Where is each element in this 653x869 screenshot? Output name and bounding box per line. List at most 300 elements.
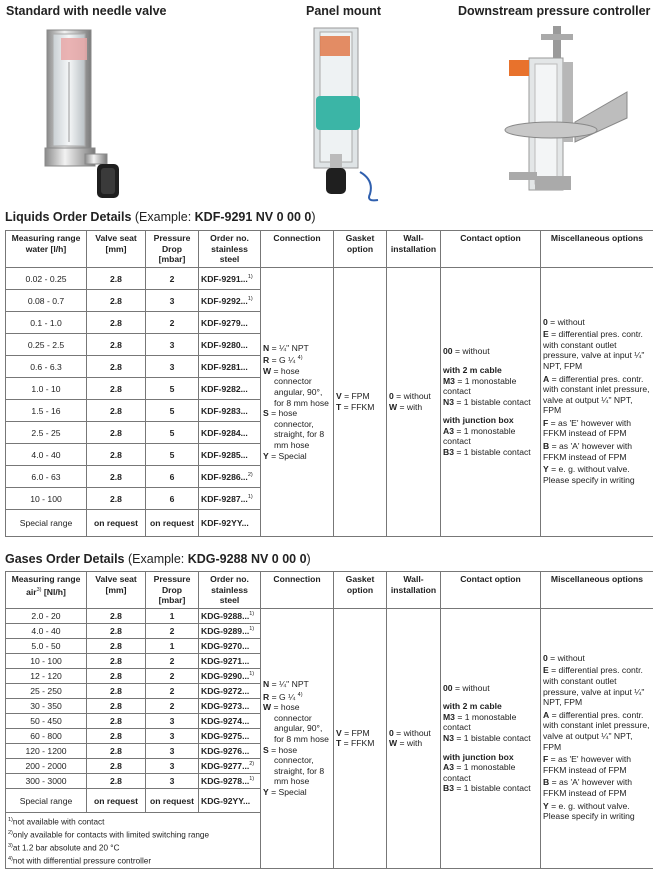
connection-options-cell bbox=[261, 268, 334, 537]
contact-none bbox=[443, 346, 538, 357]
misc-a-text: = differential pres. contr. with constant inlet pressure, valve at output ¼" NPT, FPM bbox=[543, 373, 650, 416]
gases-header-row bbox=[6, 572, 653, 609]
order-number: KDG-92YY... bbox=[201, 795, 251, 806]
pressure-cell: 1 bbox=[146, 609, 199, 624]
pressure-cell: on request bbox=[146, 510, 199, 537]
gases-section-title bbox=[5, 552, 311, 566]
order-cell bbox=[199, 744, 261, 759]
wall-w bbox=[389, 738, 438, 749]
valve-cell: 2.8 bbox=[87, 639, 146, 654]
order-cell bbox=[199, 654, 261, 669]
misc-f-key: F bbox=[543, 417, 549, 428]
conn-n-key: N bbox=[263, 342, 270, 353]
valve-cell: 2.8 bbox=[87, 312, 146, 334]
order-footnote: 1) bbox=[247, 273, 253, 280]
footnote bbox=[8, 815, 258, 828]
valve-cell: 2.8 bbox=[87, 334, 146, 356]
range-cell: 300 - 3000 bbox=[6, 774, 87, 789]
flowmeter-needle-valve-image bbox=[25, 22, 135, 202]
conn-n-text: = ¼" NPT bbox=[269, 342, 309, 353]
range-cell: 0.25 - 2.5 bbox=[6, 334, 87, 356]
misc-a-key: A bbox=[543, 709, 550, 720]
footnote bbox=[8, 841, 258, 854]
wall-0-key: 0 bbox=[389, 727, 394, 738]
order-number: KDG-9275... bbox=[201, 731, 250, 741]
contact-n3-text: = 1 bistable contact bbox=[454, 396, 531, 407]
header-range-footnote: 3) bbox=[36, 586, 42, 593]
contact-a3-key: A3 bbox=[443, 425, 454, 436]
range-cell: 0.08 - 0.7 bbox=[6, 290, 87, 312]
valve-cell: 2.8 bbox=[87, 729, 146, 744]
range-cell: 10 - 100 bbox=[6, 488, 87, 510]
order-cell bbox=[199, 356, 261, 378]
product-title-pressure-controller: Downstream pressure controller bbox=[458, 4, 651, 18]
contact-cable-heading: with 2 m cable bbox=[443, 701, 502, 712]
misc-y-text: = e. g. without valve. Please specify in writing bbox=[543, 800, 635, 822]
contact-none-key: 00 bbox=[443, 346, 453, 357]
order-footnote: 2) bbox=[247, 471, 253, 478]
header-misc: Miscellaneous options bbox=[541, 572, 653, 609]
footnote bbox=[8, 828, 258, 841]
gasket-t bbox=[336, 402, 384, 413]
order-number: KDG-9273... bbox=[201, 701, 250, 711]
contact-options-cell bbox=[441, 609, 541, 869]
header-range-text: Measuring range air bbox=[11, 574, 81, 597]
range-cell: 5.0 - 50 bbox=[6, 639, 87, 654]
gases-title-text: Gases Order Details bbox=[5, 552, 125, 566]
range-cell: Special range bbox=[6, 510, 87, 537]
pressure-cell: 5 bbox=[146, 444, 199, 466]
conn-n-text: = ¼" NPT bbox=[269, 679, 309, 690]
misc-b-key: B bbox=[543, 441, 550, 452]
header-connection: Connection bbox=[261, 231, 334, 268]
footnote-text: only available for contacts with limited switching range bbox=[12, 830, 210, 840]
gasket-v-key: V bbox=[336, 391, 342, 402]
header-pressure-drop: Pressure Drop [mbar] bbox=[146, 231, 199, 268]
wall-0-text: = without bbox=[393, 391, 431, 402]
conn-s bbox=[263, 408, 331, 419]
conn-s-text: = hose bbox=[268, 744, 298, 755]
wall-0 bbox=[389, 391, 438, 402]
order-footnote: 1) bbox=[249, 626, 255, 633]
liquids-title-text: Liquids Order Details bbox=[5, 210, 132, 224]
contact-m3-key: M3 bbox=[443, 375, 455, 386]
conn-s-detail: connector, straight, for 8 mm hose bbox=[274, 755, 325, 787]
order-cell bbox=[199, 312, 261, 334]
misc-e bbox=[543, 329, 651, 371]
contact-m3-text: = 1 monostable contact bbox=[443, 375, 517, 397]
misc-b bbox=[543, 441, 651, 462]
pressure-cell: 3 bbox=[146, 729, 199, 744]
misc-e-key: E bbox=[543, 329, 549, 340]
gasket-v-key: V bbox=[336, 727, 342, 738]
gasket-t bbox=[336, 738, 384, 749]
gasket-t-key: T bbox=[336, 738, 342, 749]
conn-r-footnote: 4) bbox=[297, 691, 303, 698]
order-cell bbox=[199, 774, 261, 789]
header-measuring-range: Measuring range water [l/h] bbox=[6, 231, 87, 268]
wall-w-text: = with bbox=[397, 402, 423, 412]
contact-a3-text: = 1 monostable contact bbox=[443, 762, 516, 783]
valve-cell: 2.8 bbox=[87, 422, 146, 444]
range-cell: 25 - 250 bbox=[6, 684, 87, 699]
gasket-options-cell bbox=[334, 609, 387, 869]
liquids-section-title bbox=[5, 210, 316, 224]
range-cell: 6.0 - 63 bbox=[6, 466, 87, 488]
range-cell: 4.0 - 40 bbox=[6, 444, 87, 466]
misc-y bbox=[543, 801, 651, 822]
misc-f-text: = as 'E' however with FFKM instead of FPM bbox=[543, 417, 632, 439]
order-cell bbox=[199, 669, 261, 684]
pressure-cell: 3 bbox=[146, 290, 199, 312]
header-misc: Miscellaneous options bbox=[541, 231, 653, 268]
order-cell bbox=[199, 466, 261, 488]
contact-b3-key: B3 bbox=[443, 783, 454, 794]
valve-cell: 2.8 bbox=[87, 759, 146, 774]
conn-s-key: S bbox=[263, 744, 269, 755]
misc-a bbox=[543, 374, 651, 416]
valve-cell: 2.8 bbox=[87, 378, 146, 400]
misc-e-key: E bbox=[543, 665, 549, 676]
order-number: KDF-9279... bbox=[201, 317, 248, 328]
contact-none-key: 00 bbox=[443, 682, 453, 693]
contact-m3-key: M3 bbox=[443, 711, 455, 722]
contact-m3-text: = 1 monostable contact bbox=[443, 711, 517, 733]
order-cell bbox=[199, 268, 261, 290]
contact-a3-text: = 1 monostable contact bbox=[443, 425, 516, 447]
range-cell: 10 - 100 bbox=[6, 654, 87, 669]
header-connection: Connection bbox=[261, 572, 334, 609]
contact-b3 bbox=[443, 447, 538, 458]
contact-none-text: = without bbox=[452, 682, 490, 693]
order-number: KDF-9287... bbox=[201, 493, 248, 504]
conn-r-key: R bbox=[263, 355, 270, 366]
conn-n-key: N bbox=[263, 679, 270, 690]
gasket-t-key: T bbox=[336, 402, 342, 412]
footnote-text: not available with contact bbox=[12, 817, 105, 827]
wall-options-cell bbox=[387, 609, 441, 869]
range-cell: 1.5 - 16 bbox=[6, 400, 87, 422]
order-number: KDG-9271... bbox=[201, 656, 250, 666]
order-number: KDF-9281... bbox=[201, 361, 248, 372]
misc-a-text: = differential pres. contr. with constant inlet pressure, valve at output ¼" NPT, FPM bbox=[543, 709, 650, 752]
contact-cable-heading: with 2 m cable bbox=[443, 364, 502, 375]
contact-n3-key: N3 bbox=[443, 396, 454, 407]
conn-s-text: = hose bbox=[268, 408, 298, 419]
valve-cell: 2.8 bbox=[87, 466, 146, 488]
contact-a3-key: A3 bbox=[443, 762, 454, 773]
order-number: KDG-9289... bbox=[201, 626, 250, 636]
order-cell bbox=[199, 378, 261, 400]
valve-cell: 2.8 bbox=[87, 488, 146, 510]
misc-y-key: Y bbox=[543, 800, 549, 811]
misc-b-text: = as 'A' however with FFKM instead of FPM bbox=[543, 441, 633, 462]
valve-cell: 2.8 bbox=[87, 669, 146, 684]
valve-cell: 2.8 bbox=[87, 744, 146, 759]
gasket-options-cell bbox=[334, 268, 387, 537]
footnote-number: 2) bbox=[8, 830, 13, 837]
contact-b3-text: = 1 bistable contact bbox=[454, 783, 531, 794]
order-number: KDF-92YY... bbox=[201, 518, 249, 528]
order-cell bbox=[199, 789, 261, 813]
footnote-number: 1) bbox=[8, 817, 13, 823]
contact-b3-key: B3 bbox=[443, 447, 454, 458]
pressure-cell: 6 bbox=[146, 488, 199, 510]
pressure-cell: 5 bbox=[146, 378, 199, 400]
misc-y-text: = e. g. without valve. Please specify in writing bbox=[543, 464, 635, 485]
valve-cell: on request bbox=[87, 510, 146, 537]
conn-w-key: W bbox=[263, 365, 272, 376]
product-title-panel-mount: Panel mount bbox=[306, 4, 382, 18]
valve-cell: on request bbox=[87, 789, 146, 813]
range-cell: 4.0 - 40 bbox=[6, 624, 87, 639]
contact-box-heading: with junction box bbox=[443, 751, 514, 762]
valve-cell: 2.8 bbox=[87, 699, 146, 714]
order-cell bbox=[199, 400, 261, 422]
contact-n3-text: = 1 bistable contact bbox=[454, 732, 531, 743]
order-number: KDG-9288... bbox=[201, 611, 250, 621]
contact-m3 bbox=[443, 712, 538, 733]
pressure-controller-image bbox=[495, 22, 635, 202]
misc-a-key: A bbox=[543, 373, 550, 384]
header-range-unit: [Nl/h] bbox=[43, 586, 66, 597]
order-number: KDF-9292... bbox=[201, 295, 248, 306]
footnote-text: at 1.2 bar absolute and 20 °C bbox=[12, 844, 120, 854]
misc-0 bbox=[543, 317, 651, 328]
wall-w-text: = with bbox=[397, 738, 423, 749]
misc-f-key: F bbox=[543, 754, 549, 765]
conn-n bbox=[263, 679, 331, 690]
order-footnote: 1) bbox=[247, 295, 253, 302]
valve-cell: 2.8 bbox=[87, 609, 146, 624]
misc-b-text: = as 'A' however with FFKM instead of FPM bbox=[543, 777, 633, 798]
order-cell bbox=[199, 510, 261, 537]
pressure-cell: 3 bbox=[146, 744, 199, 759]
conn-r-text: = G ¼ bbox=[269, 355, 298, 366]
pressure-cell: 3 bbox=[146, 714, 199, 729]
order-number: KDG-9270... bbox=[201, 641, 250, 651]
range-cell: 1.0 - 10 bbox=[6, 378, 87, 400]
wall-0 bbox=[389, 728, 438, 739]
pressure-cell: 2 bbox=[146, 624, 199, 639]
conn-w bbox=[263, 702, 331, 713]
range-cell: 200 - 2000 bbox=[6, 759, 87, 774]
order-number: KDF-9282... bbox=[201, 383, 248, 394]
order-cell bbox=[199, 488, 261, 510]
order-footnote: 1) bbox=[247, 493, 253, 500]
pressure-cell: 2 bbox=[146, 268, 199, 290]
valve-cell: 2.8 bbox=[87, 654, 146, 669]
footnote-text: not with differential pressure controller bbox=[12, 857, 152, 867]
pressure-cell: 3 bbox=[146, 356, 199, 378]
conn-y-key: Y bbox=[263, 450, 269, 461]
pressure-cell: 2 bbox=[146, 669, 199, 684]
misc-f bbox=[543, 418, 651, 439]
range-cell: 2.0 - 20 bbox=[6, 609, 87, 624]
pressure-cell: 1 bbox=[146, 639, 199, 654]
contact-b3-text: = 1 bistable contact bbox=[454, 447, 531, 458]
conn-s-key: S bbox=[263, 408, 269, 419]
valve-cell: 2.8 bbox=[87, 714, 146, 729]
footnotes-cell bbox=[6, 813, 261, 869]
conn-w-detail: connector angular, 90°, for 8 mm hose bbox=[274, 712, 329, 744]
conn-y-text: = Special bbox=[268, 786, 307, 797]
order-footnote: 1) bbox=[249, 611, 255, 618]
header-wall: Wall-installation bbox=[387, 572, 441, 609]
gasket-v bbox=[336, 391, 384, 402]
conn-r-key: R bbox=[263, 691, 270, 702]
wall-w-key: W bbox=[389, 738, 398, 749]
wall-0-text: = without bbox=[393, 727, 431, 738]
misc-y bbox=[543, 464, 651, 485]
header-pressure-drop: Pressure Drop [mbar] bbox=[146, 572, 199, 609]
pressure-cell: on request bbox=[146, 789, 199, 813]
gases-order-table bbox=[5, 571, 653, 869]
misc-y-key: Y bbox=[543, 464, 549, 475]
contact-a3 bbox=[443, 762, 538, 783]
wall-options-cell bbox=[387, 268, 441, 537]
valve-cell: 2.8 bbox=[87, 400, 146, 422]
conn-y bbox=[263, 451, 331, 462]
range-cell: 0.1 - 1.0 bbox=[6, 312, 87, 334]
contact-none-text: = without bbox=[452, 346, 490, 357]
conn-w-text: = hose bbox=[271, 702, 300, 713]
pressure-cell: 3 bbox=[146, 759, 199, 774]
wall-w bbox=[389, 402, 438, 413]
range-cell: 60 - 800 bbox=[6, 729, 87, 744]
header-gasket: Gasket option bbox=[334, 572, 387, 609]
footnote bbox=[8, 854, 258, 867]
pressure-cell: 3 bbox=[146, 334, 199, 356]
misc-0-key: 0 bbox=[543, 316, 548, 327]
table-row bbox=[6, 268, 653, 290]
order-number: KDF-9286... bbox=[201, 471, 248, 482]
misc-e bbox=[543, 665, 651, 707]
contact-n3 bbox=[443, 733, 538, 744]
order-number: KDG-9277... bbox=[201, 761, 250, 771]
range-cell: 120 - 1200 bbox=[6, 744, 87, 759]
order-footnote: 2) bbox=[249, 761, 255, 768]
misc-options-cell bbox=[541, 609, 653, 869]
pressure-cell: 2 bbox=[146, 684, 199, 699]
order-cell bbox=[199, 422, 261, 444]
gases-example-prefix: (Example: bbox=[124, 552, 188, 566]
conn-s-detail: connector, straight, for 8 mm hose bbox=[274, 418, 325, 450]
header-order-no: Order no. stainless steel bbox=[199, 231, 261, 268]
liquids-example-prefix: (Example: bbox=[131, 210, 195, 224]
misc-0-text: = without bbox=[547, 316, 585, 327]
contact-options-cell bbox=[441, 268, 541, 537]
range-cell: 0.02 - 0.25 bbox=[6, 268, 87, 290]
wall-w-key: W bbox=[389, 402, 398, 412]
order-cell bbox=[199, 759, 261, 774]
conn-s bbox=[263, 745, 331, 756]
misc-0-key: 0 bbox=[543, 652, 548, 663]
pressure-cell: 3 bbox=[146, 774, 199, 789]
pressure-cell: 5 bbox=[146, 400, 199, 422]
order-number: KDF-9284... bbox=[201, 427, 248, 438]
wall-0-key: 0 bbox=[389, 391, 394, 402]
flowmeter-panel-mount-image bbox=[290, 22, 380, 202]
contact-n3-key: N3 bbox=[443, 732, 454, 743]
valve-cell: 2.8 bbox=[87, 356, 146, 378]
contact-n3 bbox=[443, 397, 538, 408]
conn-r-text: = G ¼ bbox=[269, 691, 298, 702]
conn-w-text: = hose bbox=[271, 365, 300, 376]
gases-example-code: KDG-9288 NV 0 00 0 bbox=[187, 552, 307, 566]
misc-a bbox=[543, 710, 651, 752]
header-contact: Contact option bbox=[441, 572, 541, 609]
order-number: KDG-9278... bbox=[201, 776, 250, 786]
range-cell: 0.6 - 6.3 bbox=[6, 356, 87, 378]
misc-e-text: = differential pres. contr. with constant outlet pressure, valve at input ¼" NPT, FPM bbox=[543, 329, 645, 371]
conn-w-detail: connector angular, 90°, for 8 mm hose bbox=[274, 376, 329, 408]
order-cell bbox=[199, 639, 261, 654]
header-valve-seat: Valve seat [mm] bbox=[87, 572, 146, 609]
conn-r bbox=[263, 690, 331, 702]
order-cell bbox=[199, 444, 261, 466]
gases-example-suffix: ) bbox=[306, 552, 311, 566]
misc-options-cell bbox=[541, 268, 653, 537]
gasket-t-text: = FFKM bbox=[341, 738, 375, 749]
gasket-v bbox=[336, 728, 384, 739]
pressure-cell: 5 bbox=[146, 422, 199, 444]
table-row bbox=[6, 609, 653, 624]
pressure-cell: 2 bbox=[146, 654, 199, 669]
order-cell bbox=[199, 684, 261, 699]
conn-r-footnote: 4) bbox=[297, 355, 303, 362]
order-number: KDG-9276... bbox=[201, 746, 250, 756]
misc-0-text: = without bbox=[547, 652, 585, 663]
range-cell: 30 - 350 bbox=[6, 699, 87, 714]
pressure-cell: 6 bbox=[146, 466, 199, 488]
order-number: KDF-9285... bbox=[201, 449, 248, 460]
pressure-cell: 2 bbox=[146, 312, 199, 334]
header-valve-seat: Valve seat [mm] bbox=[87, 231, 146, 268]
order-number: KDF-9283... bbox=[201, 405, 248, 416]
product-title-needle-valve: Standard with needle valve bbox=[6, 4, 167, 18]
order-cell bbox=[199, 290, 261, 312]
conn-w bbox=[263, 366, 331, 377]
contact-b3 bbox=[443, 783, 538, 794]
misc-f bbox=[543, 754, 651, 775]
contact-m3 bbox=[443, 376, 538, 397]
range-cell: 2.5 - 25 bbox=[6, 422, 87, 444]
product-images bbox=[0, 0, 653, 205]
range-cell: 50 - 450 bbox=[6, 714, 87, 729]
misc-e-text: = differential pres. contr. with constant outlet pressure, valve at input ¼" NPT, FPM bbox=[543, 665, 645, 708]
gasket-v-text: = FPM bbox=[341, 391, 370, 402]
contact-box-heading: with junction box bbox=[443, 415, 514, 426]
misc-f-text: = as 'E' however with FFKM instead of FPM bbox=[543, 754, 632, 775]
order-cell bbox=[199, 334, 261, 356]
valve-cell: 2.8 bbox=[87, 290, 146, 312]
order-cell bbox=[199, 699, 261, 714]
liquids-example-code: KDF-9291 NV 0 00 0 bbox=[194, 210, 312, 224]
misc-b bbox=[543, 777, 651, 798]
valve-cell: 2.8 bbox=[87, 268, 146, 290]
order-cell bbox=[199, 729, 261, 744]
order-number: KDF-9280... bbox=[201, 339, 248, 350]
conn-n bbox=[263, 343, 331, 354]
conn-y bbox=[263, 787, 331, 798]
liquids-example-suffix: ) bbox=[311, 210, 316, 224]
contact-a3 bbox=[443, 426, 538, 447]
misc-0 bbox=[543, 653, 651, 664]
order-number: KDG-9272... bbox=[201, 686, 250, 696]
valve-cell: 2.8 bbox=[87, 624, 146, 639]
footnote-number: 4) bbox=[8, 856, 13, 863]
